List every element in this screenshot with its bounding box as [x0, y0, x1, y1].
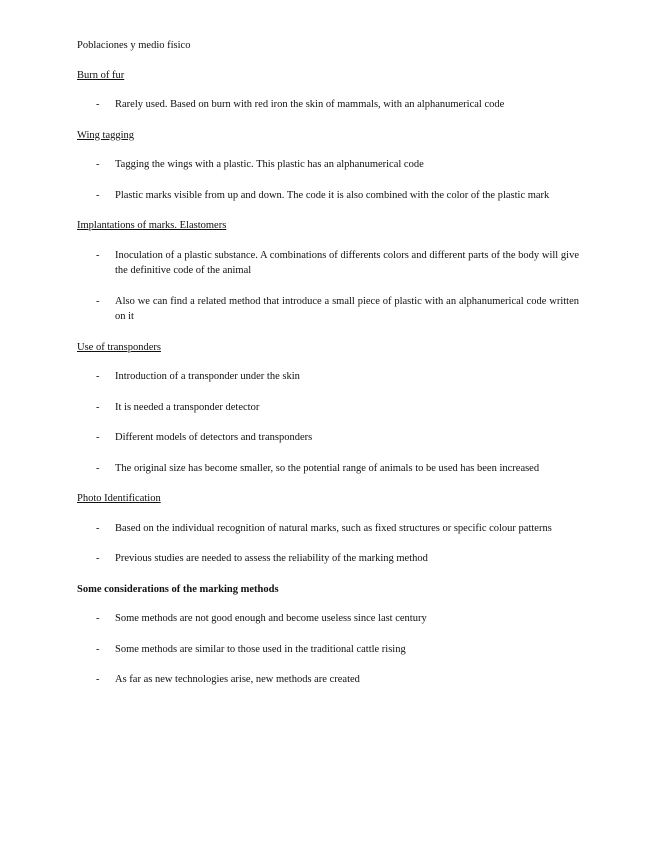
section	[77, 582, 579, 688]
list-item-text: Introduction of a transponder under the skin	[115, 371, 300, 382]
list-item	[77, 400, 579, 416]
section-heading: Implantations of marks. Elastomers	[77, 220, 227, 231]
section-heading: Use of transponders	[77, 341, 161, 353]
bullet-dash: -	[96, 401, 100, 413]
bullet-dash: -	[96, 432, 100, 443]
list-item-text: Some methods are similar to those used in the traditional cattle rising	[115, 643, 406, 655]
list-item-text: Rarely used. Based on burn with red iron the skin of mammals, with an alphanumerical code	[115, 99, 505, 110]
list-item	[77, 369, 579, 385]
bullet-dash: -	[96, 522, 100, 534]
list-item	[77, 97, 579, 113]
bullet-dash: -	[96, 462, 100, 474]
bullet-dash: -	[96, 249, 100, 261]
list-item	[77, 551, 579, 567]
list-item-text: Based on the individual recognition of natural marks, such as fixed structures or specific colour patterns	[115, 522, 552, 534]
bullet-dash: -	[96, 189, 100, 201]
list-item-text: Inoculation of a plastic substance. A combinations of differents colors and different parts of the body will give the definitive code of the animal	[115, 249, 579, 276]
section	[77, 128, 579, 204]
list-item-text: It is needed a transponder detector	[115, 401, 260, 413]
section	[77, 218, 579, 325]
section	[77, 68, 579, 113]
bullet-dash: -	[96, 371, 100, 382]
list-item	[77, 642, 579, 658]
list-item	[77, 188, 579, 204]
bullet-dash: -	[96, 674, 100, 685]
document-title: Poblaciones y medio físico	[77, 40, 191, 51]
list-item	[77, 521, 579, 537]
list-item	[77, 672, 579, 688]
bullet-dash: -	[96, 553, 100, 564]
list-item-text: Different models of detectors and transponders	[115, 432, 313, 443]
section-heading: Wing tagging	[77, 129, 135, 141]
list-item	[77, 430, 579, 446]
section-heading: Photo Identification	[77, 493, 161, 504]
list-item-text: Some methods are not good enough and become useless since last century	[115, 613, 427, 624]
section-heading: Some considerations of the marking methods	[77, 583, 279, 595]
document-body	[77, 38, 579, 688]
bullet-dash: -	[96, 99, 100, 110]
list-item-text: Also we can find a related method that introduce a small piece of plastic with an alphanumerical code written on it	[115, 295, 579, 322]
list-item	[77, 611, 579, 627]
list-item-text: Previous studies are needed to assess the reliability of the marking method	[115, 553, 428, 564]
bullet-dash: -	[96, 159, 100, 170]
bullet-dash: -	[96, 643, 100, 655]
list-item-text: As far as new technologies arise, new methods are created	[115, 674, 360, 685]
section	[77, 491, 579, 567]
bullet-dash: -	[96, 613, 100, 624]
list-item	[77, 157, 579, 173]
list-item	[77, 461, 579, 477]
section-heading: Burn of fur	[77, 69, 125, 81]
list-item-text: The original size has become smaller, so the potential range of animals to be used has been increased	[115, 462, 540, 474]
bullet-dash: -	[96, 295, 100, 307]
list-item-text: Tagging the wings with a plastic. This plastic has an alphanumerical code	[115, 159, 424, 170]
section	[77, 340, 579, 477]
list-item	[77, 294, 579, 325]
list-item-text: Plastic marks visible from up and down. The code it is also combined with the color of the plastic mark	[115, 189, 550, 201]
list-item	[77, 248, 579, 279]
